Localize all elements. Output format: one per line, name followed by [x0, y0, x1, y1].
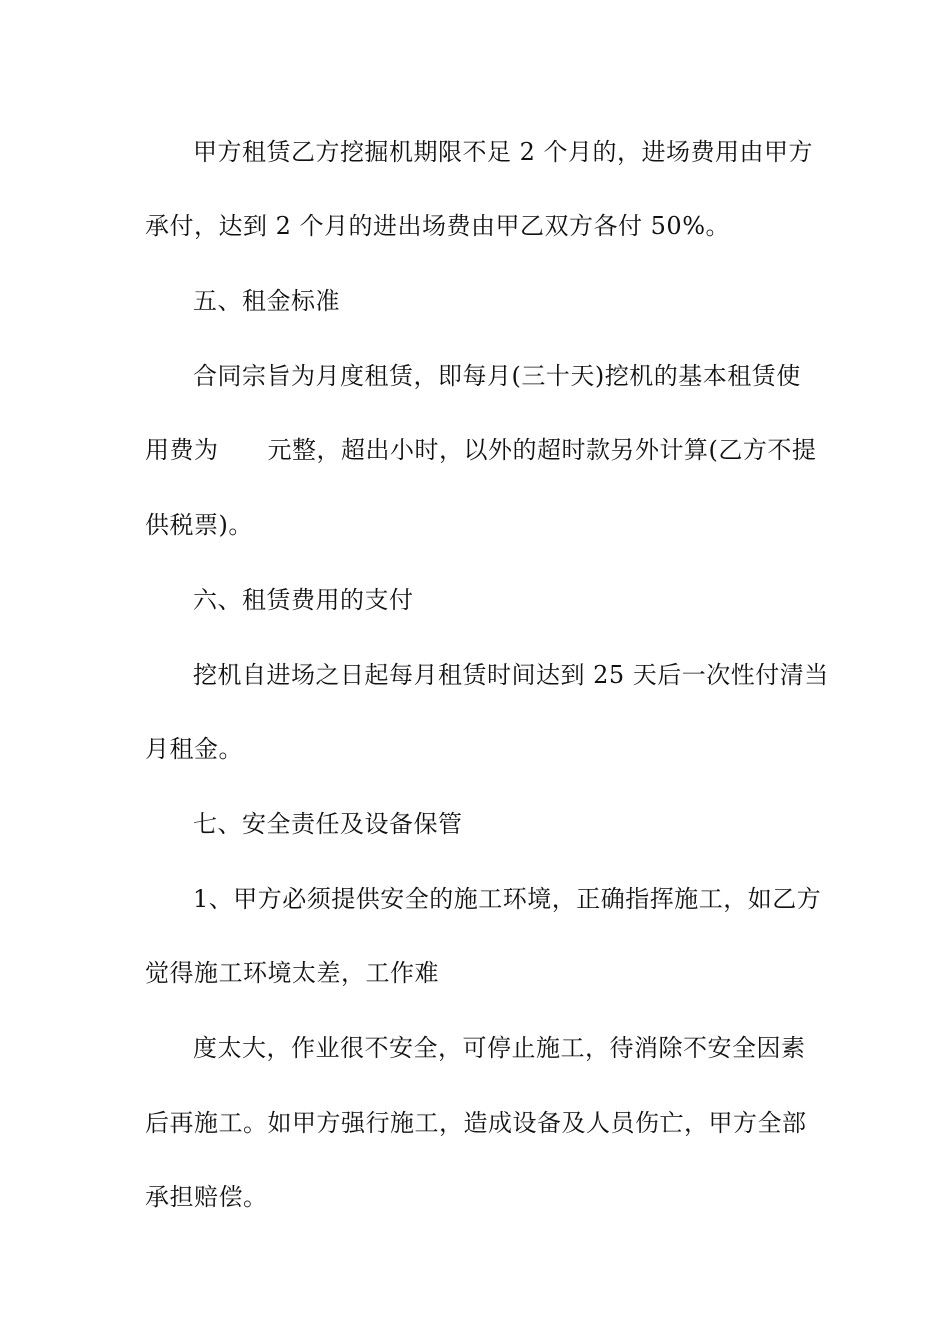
- paragraph-line: 用费为 元整，超出小时，以外的超时款另外计算(乙方不提: [145, 436, 817, 464]
- paragraph-line: 度太大，作业很不安全，可停止施工，待消除不安全因素: [193, 1034, 806, 1062]
- paragraph-line: 承担赔偿。: [145, 1183, 268, 1211]
- paragraph-line: 甲方租赁乙方挖掘机期限不足 2 个月的，进场费用由甲方: [193, 138, 814, 166]
- paragraph-line: 合同宗旨为月度租赁，即每月(三十天)挖机的基本租赁使: [193, 362, 801, 390]
- section-heading: 五、租金标准: [193, 287, 340, 315]
- section-heading: 六、租赁费用的支付: [193, 586, 414, 614]
- paragraph-line: 1、甲方必须提供安全的施工环境，正确指挥施工，如乙方: [193, 885, 822, 913]
- paragraph-line: 月租金。: [145, 735, 243, 763]
- paragraph-line: 供税票)。: [145, 511, 253, 539]
- section-heading: 七、安全责任及设备保管: [193, 810, 463, 838]
- paragraph-line: 觉得施工环境太差，工作难: [145, 959, 439, 987]
- paragraph-line: 承付，达到 2 个月的进出场费由甲乙双方各付 50%。: [145, 212, 730, 240]
- paragraph-line: 挖机自进场之日起每月租赁时间达到 25 天后一次性付清当: [193, 661, 829, 689]
- paragraph-line: 后再施工。如甲方强行施工，造成设备及人员伤亡，甲方全部: [145, 1109, 807, 1137]
